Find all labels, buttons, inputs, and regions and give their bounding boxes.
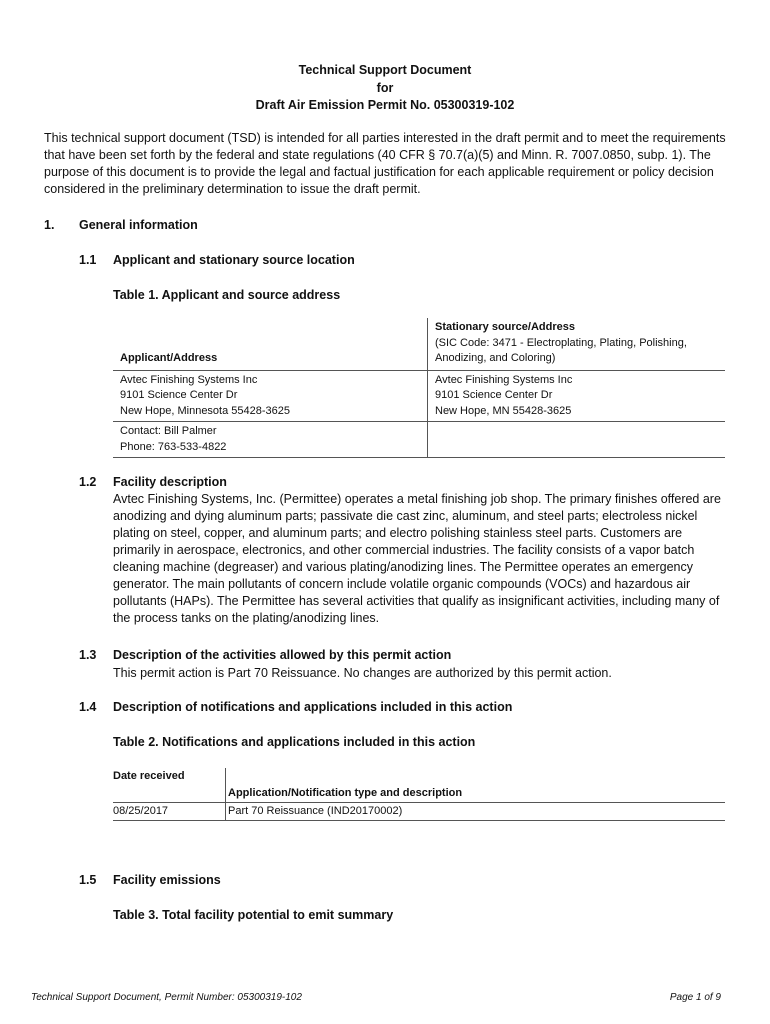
section-1-5-number: 1.5 bbox=[79, 873, 97, 887]
intro-paragraph: This technical support document (TSD) is intended for all parties interested in the draft permit and to meet the requirements that have been set forth by the federal and state regulations (40 CFR § 70.7(a)(5) and Minn. R. 7007.0850, subp. 1). The purpose of this document is to provide the legal and factual justification for each applicable requirement or policy decision considered in the preliminary determination to issue the draft permit. bbox=[44, 131, 726, 196]
table-row bbox=[113, 803, 725, 821]
contact-phone: Phone: 763-533-4822 bbox=[120, 440, 227, 453]
contact-cell bbox=[113, 422, 428, 458]
notifications-table bbox=[113, 768, 725, 821]
table-1-col1-header: Applicant/Address bbox=[113, 318, 428, 370]
table-1-caption: Table 1. Applicant and source address bbox=[113, 288, 341, 302]
table-2-col1-header: Date received bbox=[113, 768, 226, 803]
empty-cell bbox=[428, 422, 726, 458]
doc-title-line1: Technical Support Document bbox=[298, 63, 472, 77]
section-1-1-number: 1.1 bbox=[79, 253, 97, 267]
section-1-4-number: 1.4 bbox=[79, 700, 97, 714]
source-street: 9101 Science Center Dr bbox=[435, 389, 553, 401]
contact-name: Contact: Bill Palmer bbox=[120, 425, 217, 437]
table-1-col2-header-sic-cont: Anodizing, and Coloring) bbox=[435, 352, 556, 364]
footer-page-number: Page 1 of 9 bbox=[669, 992, 721, 1003]
table-1-col2-header-title: Stationary source/Address bbox=[435, 321, 575, 333]
section-1-2-heading: Facility description bbox=[113, 475, 227, 489]
doc-title-line2: for bbox=[376, 81, 394, 95]
section-1-3-heading: Description of the activities allowed by this permit action bbox=[113, 648, 452, 662]
applicant-name: Avtec Finishing Systems Inc bbox=[120, 373, 258, 386]
table-2-col2-header: Application/Notification type and description bbox=[226, 768, 726, 803]
section-1-3-number: 1.3 bbox=[79, 648, 97, 662]
table-2-caption: Table 2. Notifications and applications included in this action bbox=[113, 735, 476, 749]
source-address-cell bbox=[428, 370, 726, 422]
activities-text: This permit action is Part 70 Reissuance. No changes are authorized by this permit action. bbox=[113, 666, 612, 680]
section-1-4-heading: Description of notifications and applications included in this action bbox=[113, 700, 513, 714]
doc-title-line3: Draft Air Emission Permit No. 05300319-102 bbox=[255, 98, 515, 112]
applicant-street: 9101 Science Center Dr bbox=[120, 389, 238, 401]
section-1-number: 1. bbox=[44, 218, 55, 232]
table-1-col2-header-sic: (SIC Code: 3471 - Electroplating, Plating, Polishing, bbox=[435, 336, 687, 349]
source-name: Avtec Finishing Systems Inc bbox=[435, 373, 573, 386]
applicant-city: New Hope, Minnesota 55428-3625 bbox=[120, 404, 291, 417]
facility-description-text: Avtec Finishing Systems, Inc. (Permittee) operates a metal finishing job shop. The primary finishes offered are anodizing and dying aluminum parts; passivate die cast zinc, aluminum, and steel parts; electroless nickel plating on steel, copper, and aluminum parts; and electro polishing stainless steel parts. Customers are primarily in aerospace, electronics, and other commercial industries. The facility consists of a vapor batch cleaning machine (degreaser) and various plating/anodizing lines. The Permittee operates an emergency generator. The main pollutants of concern include volatile organic compounds (VOCs) and hazardous air pollutants (HAPs). The Permittee has several activities that qualify as insignificant activities, including many of the process tanks on the plating/anodizing lines. bbox=[113, 492, 721, 625]
source-city: New Hope, MN 55428-3625 bbox=[435, 404, 572, 417]
applicant-address-cell bbox=[113, 370, 428, 422]
application-description-cell: Part 70 Reissuance (IND20170002) bbox=[226, 803, 726, 821]
section-1-1-heading: Applicant and stationary source location bbox=[113, 253, 355, 267]
footer-document-id: Technical Support Document, Permit Number: 05300319-102 bbox=[31, 992, 302, 1003]
table-1-col2-header bbox=[428, 318, 726, 370]
section-1-5-heading: Facility emissions bbox=[113, 873, 221, 887]
applicant-address-table bbox=[113, 318, 725, 458]
section-1-heading: General information bbox=[79, 218, 198, 232]
section-1-2-number: 1.2 bbox=[79, 475, 97, 489]
table-3-caption: Table 3. Total facility potential to emit summary bbox=[113, 908, 394, 922]
date-received-cell: 08/25/2017 bbox=[113, 803, 226, 821]
